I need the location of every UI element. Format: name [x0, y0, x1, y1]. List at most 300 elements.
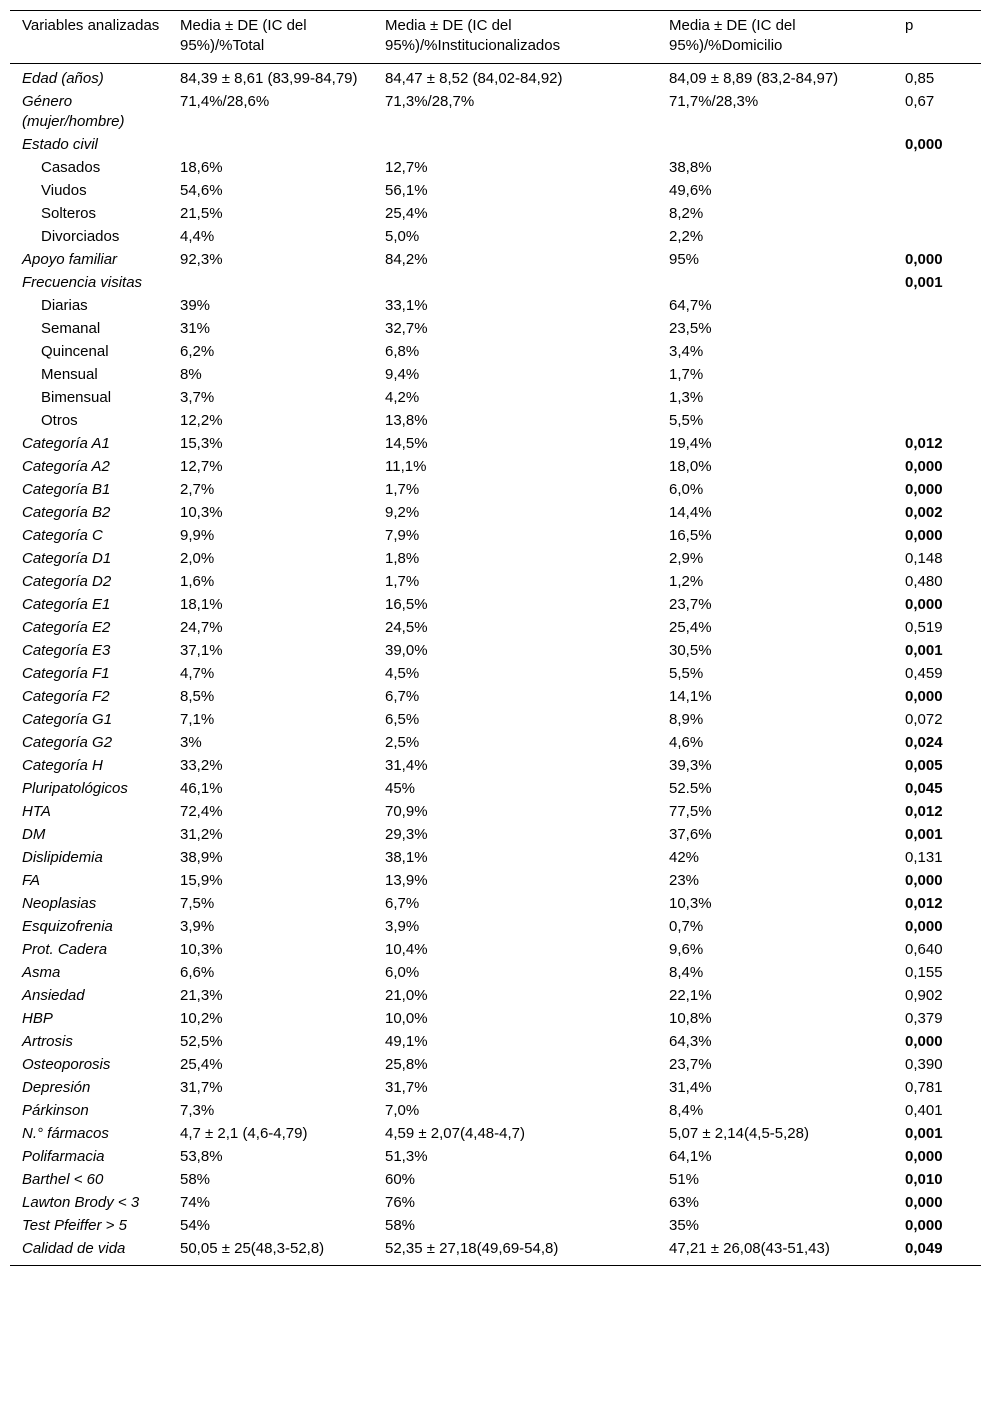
domicilio-cell: 63%: [669, 1194, 700, 1212]
institucionalizados-cell: 6,0%: [385, 964, 420, 982]
domicilio-cell: 8,9%: [669, 711, 704, 729]
p-value-cell: 0,000: [905, 918, 943, 936]
variable-cell: Prot. Cadera: [22, 941, 108, 959]
domicilio-cell: 10,8%: [669, 1010, 712, 1028]
table-row: [10, 63, 981, 90]
p-value-cell: 0,148: [905, 550, 943, 568]
total-cell: 21,5%: [180, 205, 223, 223]
table-row: [10, 364, 981, 387]
total-cell: 50,05 ± 25(48,3-52,8): [180, 1240, 325, 1258]
total-cell: 33,2%: [180, 757, 223, 775]
table-row: [10, 870, 981, 893]
variable-cell: Semanal: [41, 320, 101, 338]
table-row: [10, 594, 981, 617]
table-row: [10, 571, 981, 594]
table-row: [10, 226, 981, 249]
institucionalizados-cell: 6,5%: [385, 711, 420, 729]
variable-cell: Artrosis: [22, 1033, 73, 1051]
variable-cell: Pluripatológicos: [22, 780, 128, 798]
p-value-cell: 0,010: [905, 1171, 943, 1189]
table-row: [10, 1215, 981, 1238]
p-value-cell: 0,001: [905, 642, 943, 660]
total-cell: 10,3%: [180, 504, 223, 522]
domicilio-cell: 9,6%: [669, 941, 704, 959]
institucionalizados-cell: 10,0%: [385, 1010, 428, 1028]
p-value-cell: 0,072: [905, 711, 943, 729]
total-cell: 6,6%: [180, 964, 215, 982]
variable-cell: Categoría G2: [22, 734, 113, 752]
variable-cell: Categoría H: [22, 757, 103, 775]
p-value-cell: 0,000: [905, 596, 943, 614]
table-row: [10, 295, 981, 318]
variable-cell: FA: [22, 872, 41, 890]
variable-cell: Barthel < 60: [22, 1171, 104, 1189]
p-value-cell: 0,000: [905, 458, 943, 476]
domicilio-cell: 31,4%: [669, 1079, 712, 1097]
total-cell: 15,3%: [180, 435, 223, 453]
table-row: [10, 1123, 981, 1146]
table-row: [10, 1192, 981, 1215]
domicilio-cell: 64,3%: [669, 1033, 712, 1051]
domicilio-cell: 39,3%: [669, 757, 712, 775]
total-cell: 10,2%: [180, 1010, 223, 1028]
p-value-cell: 0,005: [905, 757, 943, 775]
header-total: Media ± DE (IC del 95%)/%Total: [180, 17, 307, 55]
institucionalizados-cell: [373, 272, 657, 295]
table-row: [10, 732, 981, 755]
institucionalizados-cell: 1,7%: [385, 573, 420, 591]
table-row: [10, 341, 981, 364]
table-row: [10, 1054, 981, 1077]
total-cell: 74%: [180, 1194, 211, 1212]
variable-cell: Test Pfeiffer > 5: [22, 1217, 127, 1235]
total-cell: 6,2%: [180, 343, 215, 361]
p-value-cell: 0,001: [905, 826, 943, 844]
p-value-cell: 0,012: [905, 435, 943, 453]
p-value-cell: 0,024: [905, 734, 943, 752]
table-row: [10, 709, 981, 732]
table-row: [10, 134, 981, 157]
table-row: [10, 157, 981, 180]
table-row: [10, 1077, 981, 1100]
domicilio-cell: 23%: [669, 872, 700, 890]
institucionalizados-cell: 56,1%: [385, 182, 428, 200]
p-value-cell: 0,049: [905, 1240, 943, 1258]
table-row: [10, 318, 981, 341]
total-cell: 52,5%: [180, 1033, 223, 1051]
institucionalizados-cell: 6,7%: [385, 895, 420, 913]
total-cell: 12,7%: [180, 458, 223, 476]
variable-cell: Categoría E3: [22, 642, 111, 660]
domicilio-cell: 37,6%: [669, 826, 712, 844]
p-value-cell: 0,401: [905, 1102, 943, 1120]
table-header: [10, 11, 981, 64]
p-value-cell: 0,000: [905, 1217, 943, 1235]
p-value-cell: [893, 318, 981, 341]
institucionalizados-cell: 9,2%: [385, 504, 420, 522]
total-cell: 8,5%: [180, 688, 215, 706]
total-cell: 37,1%: [180, 642, 223, 660]
p-value-cell: 0,459: [905, 665, 943, 683]
variable-cell: Asma: [22, 964, 61, 982]
domicilio-cell: 77,5%: [669, 803, 712, 821]
total-cell: 3,7%: [180, 389, 215, 407]
institucionalizados-cell: 31,4%: [385, 757, 428, 775]
p-value-cell: [893, 295, 981, 318]
institucionalizados-cell: 24,5%: [385, 619, 428, 637]
p-value-cell: 0,480: [905, 573, 943, 591]
institucionalizados-cell: 29,3%: [385, 826, 428, 844]
total-cell: 9,9%: [180, 527, 215, 545]
total-cell: 54,6%: [180, 182, 223, 200]
institucionalizados-cell: 25,4%: [385, 205, 428, 223]
institucionalizados-cell: 10,4%: [385, 941, 428, 959]
institucionalizados-cell: 6,8%: [385, 343, 420, 361]
domicilio-cell: 49,6%: [669, 182, 712, 200]
domicilio-cell: 25,4%: [669, 619, 712, 637]
header-domicilio: Media ± DE (IC del 95%)/%Domicilio: [669, 17, 796, 55]
p-value-cell: 0,781: [905, 1079, 943, 1097]
p-value-cell: 0,000: [905, 872, 943, 890]
domicilio-cell: 22,1%: [669, 987, 712, 1005]
p-value-cell: [893, 364, 981, 387]
total-cell: 1,6%: [180, 573, 215, 591]
table-row: [10, 548, 981, 571]
total-cell: [168, 272, 373, 295]
table-row: [10, 456, 981, 479]
variable-cell: Esquizofrenia: [22, 918, 113, 936]
table-row: [10, 525, 981, 548]
total-cell: 18,6%: [180, 159, 223, 177]
variable-cell: Polifarmacia: [22, 1148, 105, 1166]
domicilio-cell: 8,2%: [669, 205, 704, 223]
variable-cell: HBP: [22, 1010, 53, 1028]
domicilio-cell: 1,2%: [669, 573, 704, 591]
table-row: [10, 663, 981, 686]
total-cell: 72,4%: [180, 803, 223, 821]
table-row: [10, 203, 981, 226]
variable-cell: Calidad de vida: [22, 1240, 126, 1258]
p-value-cell: 0,000: [905, 481, 943, 499]
variable-cell: Categoría F2: [22, 688, 110, 706]
institucionalizados-cell: 32,7%: [385, 320, 428, 338]
institucionalizados-cell: 1,8%: [385, 550, 420, 568]
header-institucionalizados: Media ± DE (IC del 95%)/%Institucionalizados: [385, 17, 561, 55]
institucionalizados-cell: 13,8%: [385, 412, 428, 430]
domicilio-cell: 19,4%: [669, 435, 712, 453]
variable-cell: Párkinson: [22, 1102, 89, 1120]
institucionalizados-cell: 14,5%: [385, 435, 428, 453]
total-cell: 58%: [180, 1171, 211, 1189]
table-row: [10, 249, 981, 272]
total-cell: 2,7%: [180, 481, 215, 499]
domicilio-cell: 64,1%: [669, 1148, 712, 1166]
variable-cell: Divorciados: [41, 228, 120, 246]
total-cell: 24,7%: [180, 619, 223, 637]
table-row: [10, 640, 981, 663]
variable-cell: Solteros: [41, 205, 97, 223]
domicilio-cell: 1,3%: [669, 389, 704, 407]
total-cell: 2,0%: [180, 550, 215, 568]
table-row: [10, 686, 981, 709]
domicilio-cell: 5,5%: [669, 412, 704, 430]
institucionalizados-cell: 9,4%: [385, 366, 420, 384]
institucionalizados-cell: 71,3%/28,7%: [385, 92, 475, 110]
header-variables: Variables analizadas: [22, 17, 160, 34]
institucionalizados-cell: 6,7%: [385, 688, 420, 706]
table-row: [10, 1008, 981, 1031]
variable-cell: Edad (años): [22, 69, 104, 87]
variable-cell: Categoría B2: [22, 504, 111, 522]
domicilio-cell: 23,7%: [669, 596, 712, 614]
p-value-cell: 0,519: [905, 619, 943, 637]
table-row: [10, 1031, 981, 1054]
p-value-cell: [893, 180, 981, 203]
p-value-cell: [893, 410, 981, 433]
table-row: [10, 1169, 981, 1192]
table-row: [10, 1238, 981, 1265]
domicilio-cell: 14,4%: [669, 504, 712, 522]
domicilio-cell: 95%: [669, 251, 700, 269]
table-row: [10, 985, 981, 1008]
results-table: [10, 10, 981, 1266]
total-cell: 7,1%: [180, 711, 215, 729]
p-value-cell: 0,000: [905, 251, 943, 269]
table-row: [10, 1100, 981, 1123]
p-value-cell: [893, 203, 981, 226]
institucionalizados-cell: 12,7%: [385, 159, 428, 177]
variable-cell: Bimensual: [41, 389, 112, 407]
total-cell: 12,2%: [180, 412, 223, 430]
institucionalizados-cell: 38,1%: [385, 849, 428, 867]
institucionalizados-cell: 58%: [385, 1217, 416, 1235]
table-row: [10, 824, 981, 847]
p-value-cell: 0,640: [905, 941, 943, 959]
variable-cell: Quincenal: [41, 343, 109, 361]
institucionalizados-cell: 3,9%: [385, 918, 420, 936]
domicilio-cell: 8,4%: [669, 964, 704, 982]
total-cell: 92,3%: [180, 251, 223, 269]
domicilio-cell: 47,21 ± 26,08(43-51,43): [669, 1240, 830, 1258]
institucionalizados-cell: 11,1%: [385, 458, 427, 476]
domicilio-cell: 23,5%: [669, 320, 712, 338]
p-value-cell: 0,000: [905, 688, 943, 706]
p-value-cell: 0,390: [905, 1056, 943, 1074]
institucionalizados-cell: 1,7%: [385, 481, 420, 499]
domicilio-cell: 4,6%: [669, 734, 704, 752]
institucionalizados-cell: 60%: [385, 1171, 416, 1189]
institucionalizados-cell: 33,1%: [385, 297, 428, 315]
p-value-cell: 0,000: [905, 1033, 943, 1051]
domicilio-cell: [657, 134, 893, 157]
variable-cell: HTA: [22, 803, 51, 821]
institucionalizados-cell: 4,5%: [385, 665, 420, 683]
p-value-cell: 0,67: [905, 92, 935, 110]
total-cell: 46,1%: [180, 780, 223, 798]
institucionalizados-cell: 84,2%: [385, 251, 428, 269]
institucionalizados-cell: 52,35 ± 27,18(49,69-54,8): [385, 1240, 559, 1258]
table-row: [10, 272, 981, 295]
table-row: [10, 755, 981, 778]
institucionalizados-cell: [373, 134, 657, 157]
domicilio-cell: 10,3%: [669, 895, 712, 913]
p-value-cell: 0,902: [905, 987, 943, 1005]
variable-cell: Apoyo familiar: [22, 251, 118, 269]
variable-cell: Casados: [41, 159, 101, 177]
variable-cell: Categoría G1: [22, 711, 113, 729]
p-value-cell: 0,012: [905, 803, 943, 821]
domicilio-cell: 5,07 ± 2,14(4,5-5,28): [669, 1125, 809, 1143]
institucionalizados-cell: 70,9%: [385, 803, 428, 821]
domicilio-cell: 0,7%: [669, 918, 704, 936]
table-row: [10, 180, 981, 203]
total-cell: 21,3%: [180, 987, 223, 1005]
domicilio-cell: 8,4%: [669, 1102, 704, 1120]
domicilio-cell: 84,09 ± 8,89 (83,2-84,97): [669, 69, 839, 87]
domicilio-cell: 64,7%: [669, 297, 712, 315]
variable-cell: Lawton Brody < 3: [22, 1194, 140, 1212]
table-row: [10, 387, 981, 410]
domicilio-cell: 2,2%: [669, 228, 704, 246]
total-cell: 31,7%: [180, 1079, 223, 1097]
institucionalizados-cell: 25,8%: [385, 1056, 428, 1074]
total-cell: 7,5%: [180, 895, 215, 913]
total-cell: 18,1%: [180, 596, 223, 614]
domicilio-cell: 2,9%: [669, 550, 704, 568]
variable-cell: Categoría B1: [22, 481, 111, 499]
institucionalizados-cell: 49,1%: [385, 1033, 428, 1051]
total-cell: 38,9%: [180, 849, 223, 867]
variable-cell: Categoría F1: [22, 665, 110, 683]
total-cell: 71,4%/28,6%: [180, 92, 270, 110]
variable-cell: Frecuencia visitas: [22, 274, 143, 292]
table-body: [10, 63, 981, 1265]
variable-cell: Categoría E1: [22, 596, 111, 614]
domicilio-cell: 52.5%: [669, 780, 712, 798]
variable-cell: Categoría D2: [22, 573, 112, 591]
total-cell: 7,3%: [180, 1102, 215, 1120]
domicilio-cell: 23,7%: [669, 1056, 712, 1074]
table-row: [10, 778, 981, 801]
variable-cell: Neoplasias: [22, 895, 97, 913]
institucionalizados-cell: 21,0%: [385, 987, 428, 1005]
p-value-cell: 0,012: [905, 895, 943, 913]
domicilio-cell: 42%: [669, 849, 700, 867]
variable-cell: Depresión: [22, 1079, 91, 1097]
total-cell: 10,3%: [180, 941, 223, 959]
variable-cell: Categoría A1: [22, 435, 110, 453]
variable-cell: Diarias: [41, 297, 88, 315]
institucionalizados-cell: 39,0%: [385, 642, 428, 660]
variable-cell: DM: [22, 826, 46, 844]
table-row: [10, 479, 981, 502]
variable-cell: Dislipidemia: [22, 849, 103, 867]
institucionalizados-cell: 5,0%: [385, 228, 420, 246]
variable-cell: Estado civil: [22, 136, 98, 154]
total-cell: 4,4%: [180, 228, 215, 246]
p-value-cell: 0,000: [905, 1148, 943, 1166]
variable-cell: Categoría E2: [22, 619, 111, 637]
header-p: p: [905, 17, 914, 34]
p-value-cell: 0,000: [905, 1194, 943, 1212]
domicilio-cell: 30,5%: [669, 642, 712, 660]
variable-cell: Categoría A2: [22, 458, 110, 476]
p-value-cell: [893, 226, 981, 249]
p-value-cell: 0,000: [905, 136, 943, 154]
table-row: [10, 801, 981, 824]
institucionalizados-cell: 76%: [385, 1194, 416, 1212]
p-value-cell: [893, 387, 981, 410]
total-cell: 25,4%: [180, 1056, 223, 1074]
p-value-cell: 0,155: [905, 964, 943, 982]
domicilio-cell: 51%: [669, 1171, 700, 1189]
domicilio-cell: 35%: [669, 1217, 700, 1235]
variable-cell: Otros: [41, 412, 78, 430]
table-row: [10, 1146, 981, 1169]
p-value-cell: 0,002: [905, 504, 943, 522]
p-value-cell: 0,000: [905, 527, 943, 545]
institucionalizados-cell: 31,7%: [385, 1079, 428, 1097]
total-cell: 15,9%: [180, 872, 223, 890]
variable-cell: Osteoporosis: [22, 1056, 111, 1074]
institucionalizados-cell: 7,9%: [385, 527, 420, 545]
table-row: [10, 433, 981, 456]
p-value-cell: [893, 157, 981, 180]
table-row: [10, 617, 981, 640]
domicilio-cell: 38,8%: [669, 159, 712, 177]
table-row: [10, 410, 981, 433]
institucionalizados-cell: 7,0%: [385, 1102, 420, 1120]
domicilio-cell: [657, 272, 893, 295]
institucionalizados-cell: 4,2%: [385, 389, 420, 407]
p-value-cell: 0,001: [905, 1125, 943, 1143]
p-value-cell: 0,131: [905, 849, 943, 867]
variable-cell: Mensual: [41, 366, 98, 384]
p-value-cell: 0,379: [905, 1010, 943, 1028]
table-row: [10, 91, 981, 134]
domicilio-cell: 3,4%: [669, 343, 704, 361]
table-row: [10, 847, 981, 870]
total-cell: 54%: [180, 1217, 211, 1235]
institucionalizados-cell: 45%: [385, 780, 416, 798]
table-row: [10, 962, 981, 985]
table-row: [10, 502, 981, 525]
total-cell: 39%: [180, 297, 211, 315]
institucionalizados-cell: 16,5%: [385, 596, 428, 614]
total-cell: 53,8%: [180, 1148, 223, 1166]
variable-cell: Viudos: [41, 182, 87, 200]
variable-cell: Categoría D1: [22, 550, 112, 568]
header-row: [10, 11, 981, 64]
domicilio-cell: 5,5%: [669, 665, 704, 683]
domicilio-cell: 71,7%/28,3%: [669, 92, 759, 110]
total-cell: 8%: [180, 366, 202, 384]
table-row: [10, 916, 981, 939]
domicilio-cell: 14,1%: [669, 688, 712, 706]
domicilio-cell: 18,0%: [669, 458, 712, 476]
total-cell: [168, 134, 373, 157]
institucionalizados-cell: 13,9%: [385, 872, 428, 890]
total-cell: 3%: [180, 734, 202, 752]
institucionalizados-cell: 84,47 ± 8,52 (84,02-84,92): [385, 69, 563, 87]
variable-cell: Categoría C: [22, 527, 103, 545]
p-value-cell: 0,001: [905, 274, 943, 292]
total-cell: 31%: [180, 320, 211, 338]
p-value-cell: 0,045: [905, 780, 943, 798]
p-value-cell: 0,85: [905, 69, 935, 87]
table-row: [10, 893, 981, 916]
total-cell: 3,9%: [180, 918, 215, 936]
